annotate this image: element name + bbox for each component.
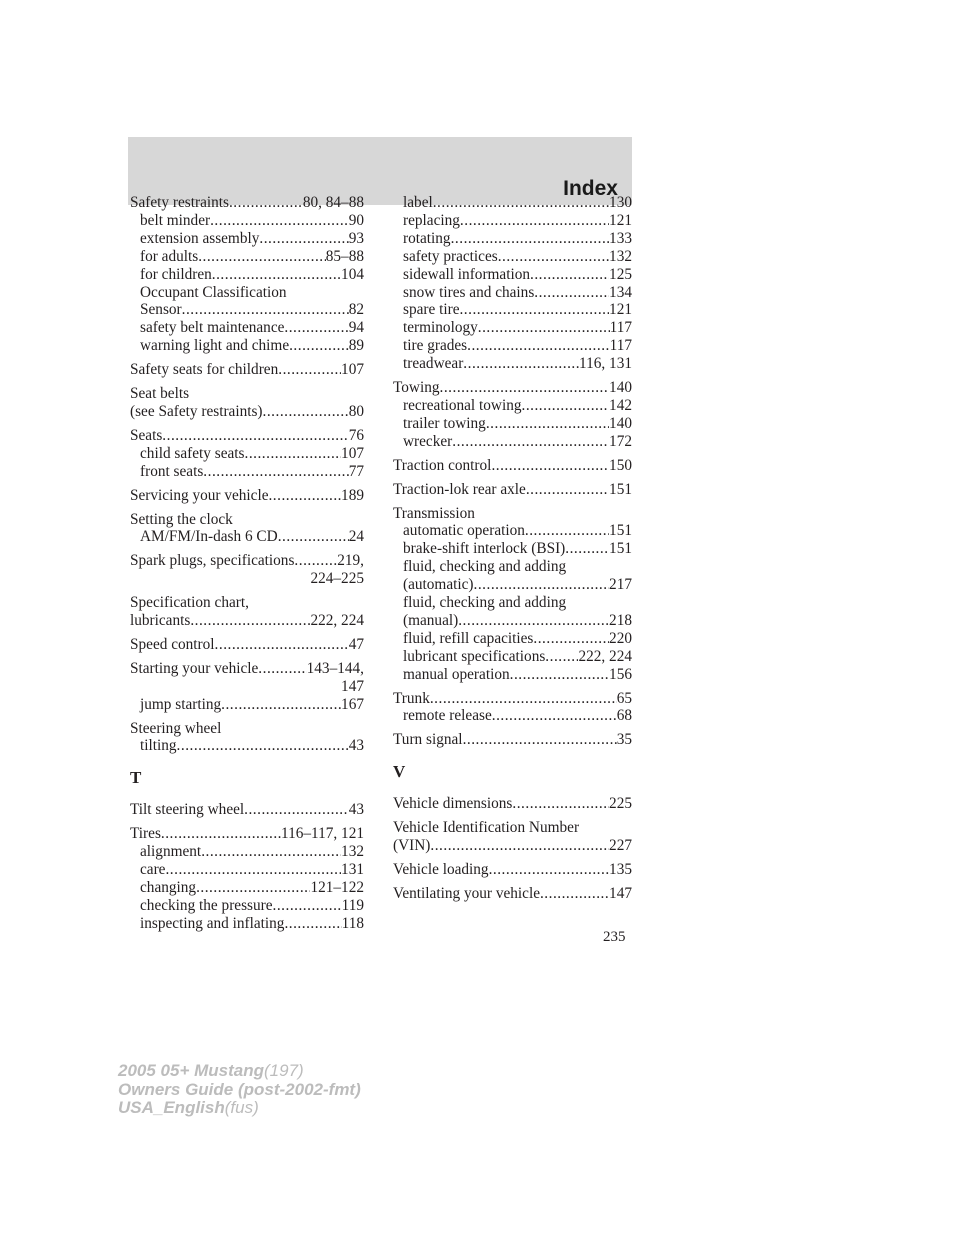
index-subentry: safety practices ..... 132 <box>393 248 632 266</box>
index-subentry: replacing ..... 121 <box>393 212 632 230</box>
index-entry: Spark plugs, specifications ..... 219, <box>130 552 364 570</box>
index-subentry: remote release ..... 68 <box>393 707 632 725</box>
index-subentry: automatic operation ..... 151 <box>393 522 632 540</box>
index-entry: Vehicle Identification Number <box>393 819 580 837</box>
index-entry: Speed control ..... 47 <box>130 636 364 654</box>
page-number: 235 <box>603 929 626 945</box>
index-entry: Traction-lok rear axle ..... 151 <box>393 481 632 499</box>
index-entry: Trunk ..... 65 <box>393 690 632 708</box>
index-entry: Starting your vehicle ..... 143–144, <box>130 660 364 678</box>
index-subentry: alignment ..... 132 <box>130 843 364 861</box>
index-subentry: (automatic) ..... 217 <box>393 576 632 594</box>
index-entry: Transmission <box>393 504 475 522</box>
index-subentry: tire grades ..... 117 <box>393 337 632 355</box>
index-subentry: spare tire ..... 121 <box>393 301 632 319</box>
page-continuation: 147 <box>341 677 364 695</box>
section-letter: V <box>393 762 406 782</box>
index-entry: Safety restraints ..... 80, 84–88 <box>130 194 364 212</box>
index-subentry: checking the pressure ..... 119 <box>130 897 364 915</box>
index-entry: Servicing your vehicle ..... 189 <box>130 487 364 505</box>
index-subentry: child safety seats ..... 107 <box>130 445 364 463</box>
index-subentry: snow tires and chains ..... 134 <box>393 284 632 302</box>
index-entry: Safety seats for children ..... 107 <box>130 361 364 379</box>
index-entry: Seat belts <box>130 385 190 403</box>
index-subentry: brake-shift interlock (BSI) ..... 151 <box>393 540 632 558</box>
index-subentry: tilting ..... 43 <box>130 737 364 755</box>
index-subentry: rotating ..... 133 <box>393 230 632 248</box>
index-entry: lubricants ..... 222, 224 <box>130 612 364 630</box>
index-subentry: wrecker ..... 172 <box>393 433 632 451</box>
index-entry: Vehicle loading ..... 135 <box>393 861 632 879</box>
section-title: Index <box>563 177 618 200</box>
index-entry: Towing ..... 140 <box>393 379 632 397</box>
index-entry: Setting the clock <box>130 510 233 528</box>
page-continuation: 224–225 <box>310 570 364 588</box>
index-entry: Ventilating your vehicle ..... 147 <box>393 885 632 903</box>
index-subentry: fluid, refill capacities ..... 220 <box>393 630 632 648</box>
index-subentry: Occupant Classification <box>140 283 287 301</box>
index-subentry: lubricant specifications ..... 222, 224 <box>393 648 632 666</box>
index-subentry: care ..... 131 <box>130 861 364 879</box>
index-subentry: belt minder ..... 90 <box>130 212 364 230</box>
index-subentry: extension assembly ..... 93 <box>130 230 364 248</box>
index-subentry: warning light and chime ..... 89 <box>130 337 364 355</box>
index-subentry: for adults ..... 85–88 <box>130 248 364 266</box>
index-subentry: for children ..... 104 <box>130 266 364 284</box>
index-subentry: label ..... 130 <box>393 194 632 212</box>
section-letter: T <box>130 768 142 788</box>
index-subentry: inspecting and inflating ..... 118 <box>130 915 364 933</box>
index-entry: Vehicle dimensions ..... 225 <box>393 795 632 813</box>
index-subentry: safety belt maintenance ..... 94 <box>130 319 364 337</box>
index-entry: (see Safety restraints) ..... 80 <box>130 403 364 421</box>
footer-line-3: USA_English(fus) <box>118 1098 259 1117</box>
footer-line-1: 2005 05+ Mustang(197) <box>118 1061 304 1080</box>
index-subentry: jump starting ..... 167 <box>130 696 364 714</box>
index-column-right <box>393 194 632 903</box>
index-subentry: treadwear ..... 116, 131 <box>393 355 632 373</box>
index-column-left <box>130 194 364 933</box>
index-subentry: AM/FM/In-dash 6 CD ..... 24 <box>130 528 364 546</box>
document-footer <box>118 1062 361 1118</box>
index-subentry: Sensor ..... 82 <box>130 301 364 319</box>
index-entry: (VIN) ..... 227 <box>393 837 632 855</box>
index-subentry: terminology ..... 117 <box>393 319 632 337</box>
index-subentry: (manual) ..... 218 <box>393 612 632 630</box>
index-entry: Tires ..... 116–117, 121 <box>130 825 364 843</box>
index-subentry: recreational towing ..... 142 <box>393 397 632 415</box>
index-entry: Tilt steering wheel ..... 43 <box>130 801 364 819</box>
index-subentry: front seats ..... 77 <box>130 463 364 481</box>
index-entry: Turn signal ..... 35 <box>393 731 632 749</box>
footer-line-2: Owners Guide (post-2002-fmt) <box>118 1079 361 1099</box>
index-subentry: fluid, checking and adding <box>403 594 567 612</box>
index-entry: Seats ..... 76 <box>130 427 364 445</box>
index-subentry: fluid, checking and adding <box>403 558 567 576</box>
index-subentry: manual operation ..... 156 <box>393 666 632 684</box>
index-subentry: trailer towing ..... 140 <box>393 415 632 433</box>
index-entry: Traction control ..... 150 <box>393 457 632 475</box>
index-entry: Steering wheel <box>130 719 222 737</box>
index-subentry: changing ..... 121–122 <box>130 879 364 897</box>
index-subentry: sidewall information ..... 125 <box>393 266 632 284</box>
index-entry: Specification chart, <box>130 594 249 612</box>
